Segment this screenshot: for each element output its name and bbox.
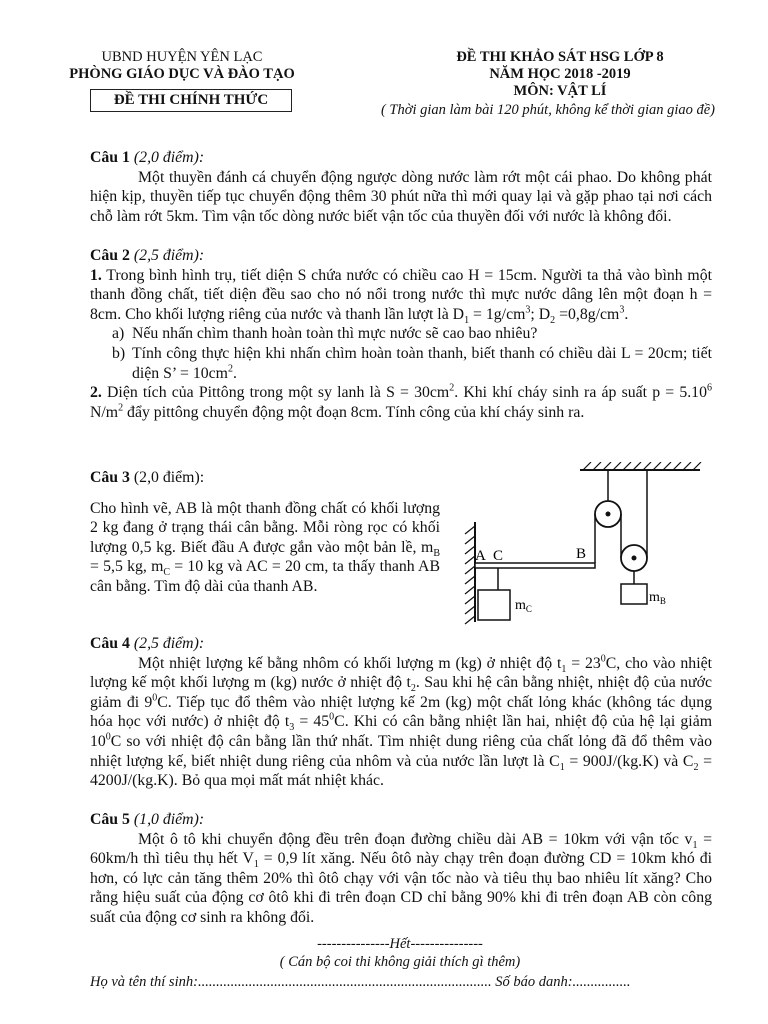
ceiling-hatch	[583, 462, 701, 470]
wall-hatch	[465, 526, 475, 624]
question-2-part-2: 2. Diện tích của Pittông trong một sy lanh là $S = 30cm^2$. Khi khí cháy sinh ra áp suất $p = 5.10^6$ $N/m^2$ đẩy pittông chuyển động một đoạn 8cm. Tính công của khí cháy sinh ra.	[90, 382, 712, 421]
label-a: A	[475, 548, 486, 564]
proctor-note: ( Cán bộ coi thi không giải thích gì thêm)	[279, 954, 521, 970]
question-4-heading: Câu 4 (2,5 điểm):	[90, 635, 205, 652]
header-right	[360, 49, 760, 100]
header-left	[62, 49, 302, 83]
question-4	[90, 634, 712, 791]
label-mb: $m_B$	[649, 590, 666, 606]
question-5-body: Một ô tô khi chuyển động đều trên đoạn đường chiều dài AB = 10km với vận tốc $v_1 = 60km/h$ thì tiêu thụ hết $V_1 = 0,9$ lít xăng. Nếu ôtô này chạy trên đoạn đường CD = 10km khó đi hơn, có lực cản tăng thêm 20% thì ôtô chạy với vận tốc nào và tiêu thụ bao nhiêu lít xăng? Cho rằng hiệu suất của động cơ ôtô khi đi trên đoạn CD chỉ bằng 90% khi đi trên đoạn AB còn công suất của động cơ sinh ra không đổi.	[90, 830, 712, 926]
pulley-diagram	[455, 462, 715, 632]
label-c: C	[493, 548, 504, 564]
subject: MÔN: VẬT LÍ	[513, 83, 607, 99]
candidate-id-label: Số báo danh:	[491, 974, 573, 990]
candidate-name-dots: .................................................................................	[197, 974, 492, 990]
end-mark: ---------------Hết---------------	[317, 936, 483, 952]
label-b: B	[576, 546, 587, 562]
exam-title: ĐỀ THI KHẢO SÁT HSG LỚP 8	[456, 49, 664, 65]
question-2-item-b: b) Tính công thực hiện khi nhấn chìm hoàn toàn thanh, biết thanh có chiều dài L = 20cm; tiết diện S’ = $10cm^2$.	[112, 344, 712, 382]
label-mc: $m_C$	[515, 598, 532, 614]
candidate-name-label: Họ và tên thí sinh:	[90, 974, 198, 990]
question-4-body: Một nhiệt lượng kế bằng nhôm có khối lượng m (kg) ở nhiệt độ $t_1 = 23^0C$, cho vào nhiệt lượng kế một khối lượng m (kg) nước ở nhiệt độ $t_2$. Sau khi hệ cân bằng nhiệt, nhiệt độ của nước giảm đi $9^0C$. Tiếp tục đổ thêm vào nhiệt lượng kế 2m (kg) một chất lỏng khác (không tác dụng hóa học với nước) ở nhiệt độ $t_3 = 45^0C$. Khi có cân bằng nhiệt lần hai, nhiệt độ của hệ lại giảm $10^0C$ so với nhiệt độ cân bằng lần thứ nhất. Tìm nhiệt dung riêng của chất lỏng đã đổ thêm vào nhiệt lượng kế, biết nhiệt dung riêng của nhôm và của nước lần lượt là $C_1 = 900J/(kg.K)$ và $C_2 = 4200J/(kg.K)$. Bỏ qua mọi mất mát nhiệt khác.	[90, 653, 713, 790]
question-5	[90, 810, 712, 928]
mass-c-block	[478, 590, 510, 620]
mass-b-block	[621, 584, 647, 604]
question-2	[90, 246, 712, 422]
question-3	[90, 468, 440, 597]
question-3-heading: Câu 3 (2,0 điểm):	[90, 469, 205, 486]
question-2-part-1: 1. Trong bình hình trụ, tiết diện S chứa nước có chiều cao H = 15cm. Người ta thả vào bình một thanh đồng chất, tiết diện đều sao cho nó nổi trong nước thì mực nước dâng lên một đoạn h = 8cm. Cho khối lượng riêng của nước và thanh lần lượt là $D_1 = 1g/cm^3$; $D_2 =0,8g/cm^3$.	[90, 266, 712, 326]
question-1-body: Một thuyền đánh cá chuyển động ngược dòng nước làm rớt một cái phao. Do không phát hiện kịp, thuyền tiếp tục chuyển động thêm 30 phút nữa thì mới quay lại và gặp phao tại nơi cách chỗ làm rớt 5km. Tìm vận tốc dòng nước biết vận tốc của thuyền đối với nước là không đổi.	[90, 168, 712, 225]
question-2-item-a: a) Nếu nhấn chìm thanh hoàn toàn thì mực nước sẽ cao bao nhiêu?	[112, 325, 538, 343]
question-2-heading: Câu 2 (2,5 điểm):	[90, 247, 205, 264]
question-5-heading: Câu 5 (1,0 điểm):	[90, 811, 205, 828]
district-name: UBND HUYỆN YÊN LẠC	[101, 49, 263, 65]
school-year: NĂM HỌC 2018 -2019	[489, 66, 631, 82]
time-note: ( Thời gian làm bài 120 phút, không kể thời gian giao đề)	[380, 102, 716, 118]
question-1	[90, 148, 712, 226]
movable-pulley-axle	[632, 556, 637, 561]
candidate-id-dots: ................	[572, 974, 631, 990]
department-name: PHÒNG GIÁO DỤC VÀ ĐÀO TẠO	[69, 66, 295, 82]
candidate-info-line	[90, 974, 710, 991]
fixed-pulley-axle	[606, 512, 611, 517]
question-3-body: Cho hình vẽ, AB là một thanh đồng chất có khối lượng 2 kg đang ở trạng thái cân bằng. Mỗi ròng rọc có khối lượng 0,5 kg. Biết đầu A được gắn vào một bản lề, $m_B = 5,5$ kg, $m_C = 10$ kg và AC = 20 cm, ta thấy thanh AB cân bằng. Tìm độ dài của thanh AB.	[90, 499, 440, 595]
question-1-heading: Câu 1 (2,0 điểm):	[90, 149, 205, 166]
official-exam-box: ĐỀ THI CHÍNH THỨC	[90, 89, 292, 112]
